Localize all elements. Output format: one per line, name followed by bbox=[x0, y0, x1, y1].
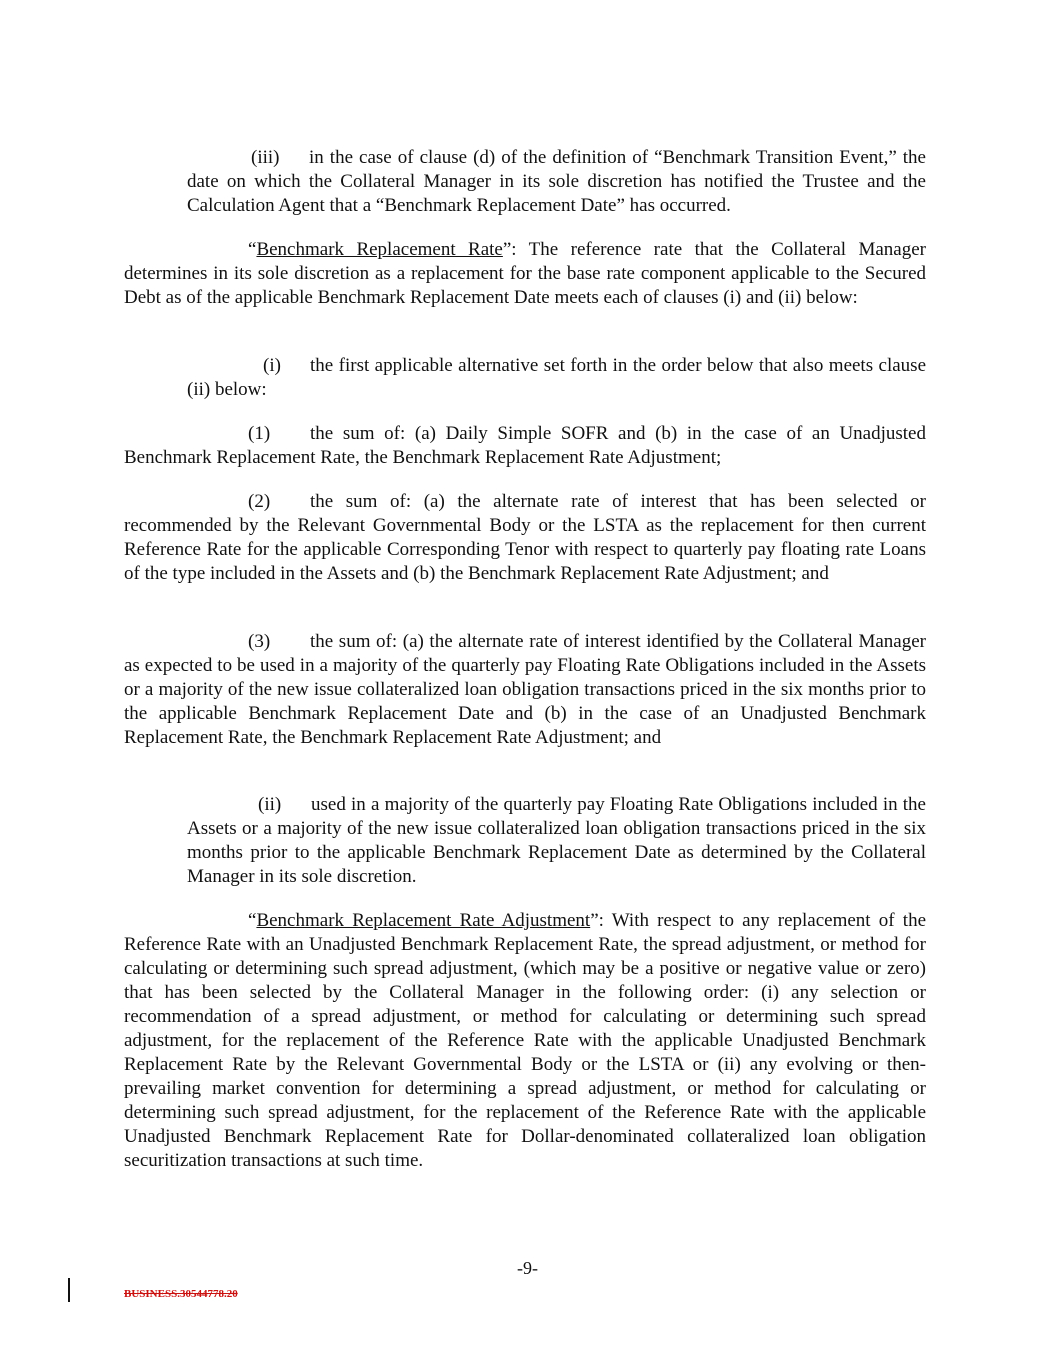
open-quote: “ bbox=[248, 910, 257, 931]
clause-number: (ii) bbox=[258, 794, 282, 815]
clause-number: (i) bbox=[263, 355, 281, 376]
clause-number: (1) bbox=[248, 423, 271, 444]
definition-text: ”: With respect to any replacement of the Reference Rate with an Unadjusted Benchmark Replacement Rate, the spread adjustment, or method for calculating or determining such spread adjustment, (which may be a positive or negative value or zero) that has been selected by the Collateral Manager in the following order: (i) any selection or recommendation of a spread adjustment, or method for calculating or determining such spread adjustment, for the replacement of the Reference Rate with the applicable Unadjusted Benchmark Replacement Rate by the Relevant Governmental Body or the LSTA or (ii) any evolving or then-prevailing market convention for determining a spread adjustment, or method for calculating or determining such spread adjustment, for the replacement of the Reference Rate with the applicable Unadjusted Benchmark Replacement Rate for Dollar-denominated collateralized loan obligation securitization transactions at such time. bbox=[124, 910, 927, 1171]
document-id: BUSINESS.30544778.20 bbox=[124, 1288, 238, 1300]
change-bar bbox=[68, 1278, 70, 1302]
open-quote: “ bbox=[248, 239, 257, 260]
clause-ii bbox=[187, 793, 926, 889]
defined-term: Benchmark Replacement Rate bbox=[256, 239, 503, 260]
subclause-2 bbox=[124, 490, 926, 586]
clause-iii bbox=[187, 146, 926, 218]
definition-benchmark-replacement-rate-adjustment bbox=[124, 909, 926, 1173]
clause-text: the sum of: (a) Daily Simple SOFR and (b) in the case of an Unadjusted Benchmark Replacement Rate, the Benchmark Replacement Rate Adjustment; bbox=[124, 423, 926, 468]
definition-benchmark-replacement-rate bbox=[124, 238, 926, 310]
definition-text: ”: The reference rate that the Collateral Manager determines in its sole discretion as a replacement for the base rate component applicable to the Secured Debt as of the applicable Benchmark Replacement Date meets each of clauses (i) and (ii) below: bbox=[124, 239, 926, 308]
clause-text: the sum of: (a) the alternate rate of interest identified by the Collateral Manager as expected to be used in a majority of the quarterly pay Floating Rate Obligations included in the Assets or a majority of the new issue collateralized loan obligation transactions priced in the six months prior to the applicable Benchmark Replacement Date and (b) in the case of an Unadjusted Benchmark Replacement Rate, the Benchmark Replacement Rate Adjustment; and bbox=[124, 631, 926, 748]
clause-text: in the case of clause (d) of the definition of “Benchmark Transition Event,” the date on which the Collateral Manager in its sole discretion has notified the Trustee and the Calculation Agent that a “Benchmark Replacement Date” has occurred. bbox=[187, 147, 926, 216]
page-number: -9- bbox=[517, 1258, 538, 1278]
clause-text: the first applicable alternative set forth in the order below that also meets clause (ii) below: bbox=[187, 355, 926, 400]
clause-text: the sum of: (a) the alternate rate of interest that has been selected or recommended by the Relevant Governmental Body or the LSTA as the replacement for then current Reference Rate for the applicable Corresponding Tenor with respect to quarterly pay floating rate Loans of the type included in the Assets and (b) the Benchmark Replacement Rate Adjustment; and bbox=[124, 491, 926, 584]
clause-number: (iii) bbox=[251, 147, 280, 168]
clause-number: (3) bbox=[248, 631, 271, 652]
subclause-1 bbox=[124, 422, 926, 470]
clause-number: (2) bbox=[248, 491, 271, 512]
defined-term: Benchmark Replacement Rate Adjustment bbox=[256, 910, 591, 931]
clause-text: used in a majority of the quarterly pay Floating Rate Obligations included in the Assets or a majority of the new issue collateralized loan obligation transactions priced in the six months prior to the applicable Benchmark Replacement Date as determined by the Collateral Manager in its sole discretion. bbox=[187, 794, 926, 887]
subclause-3 bbox=[124, 630, 926, 750]
clause-i bbox=[187, 354, 926, 402]
